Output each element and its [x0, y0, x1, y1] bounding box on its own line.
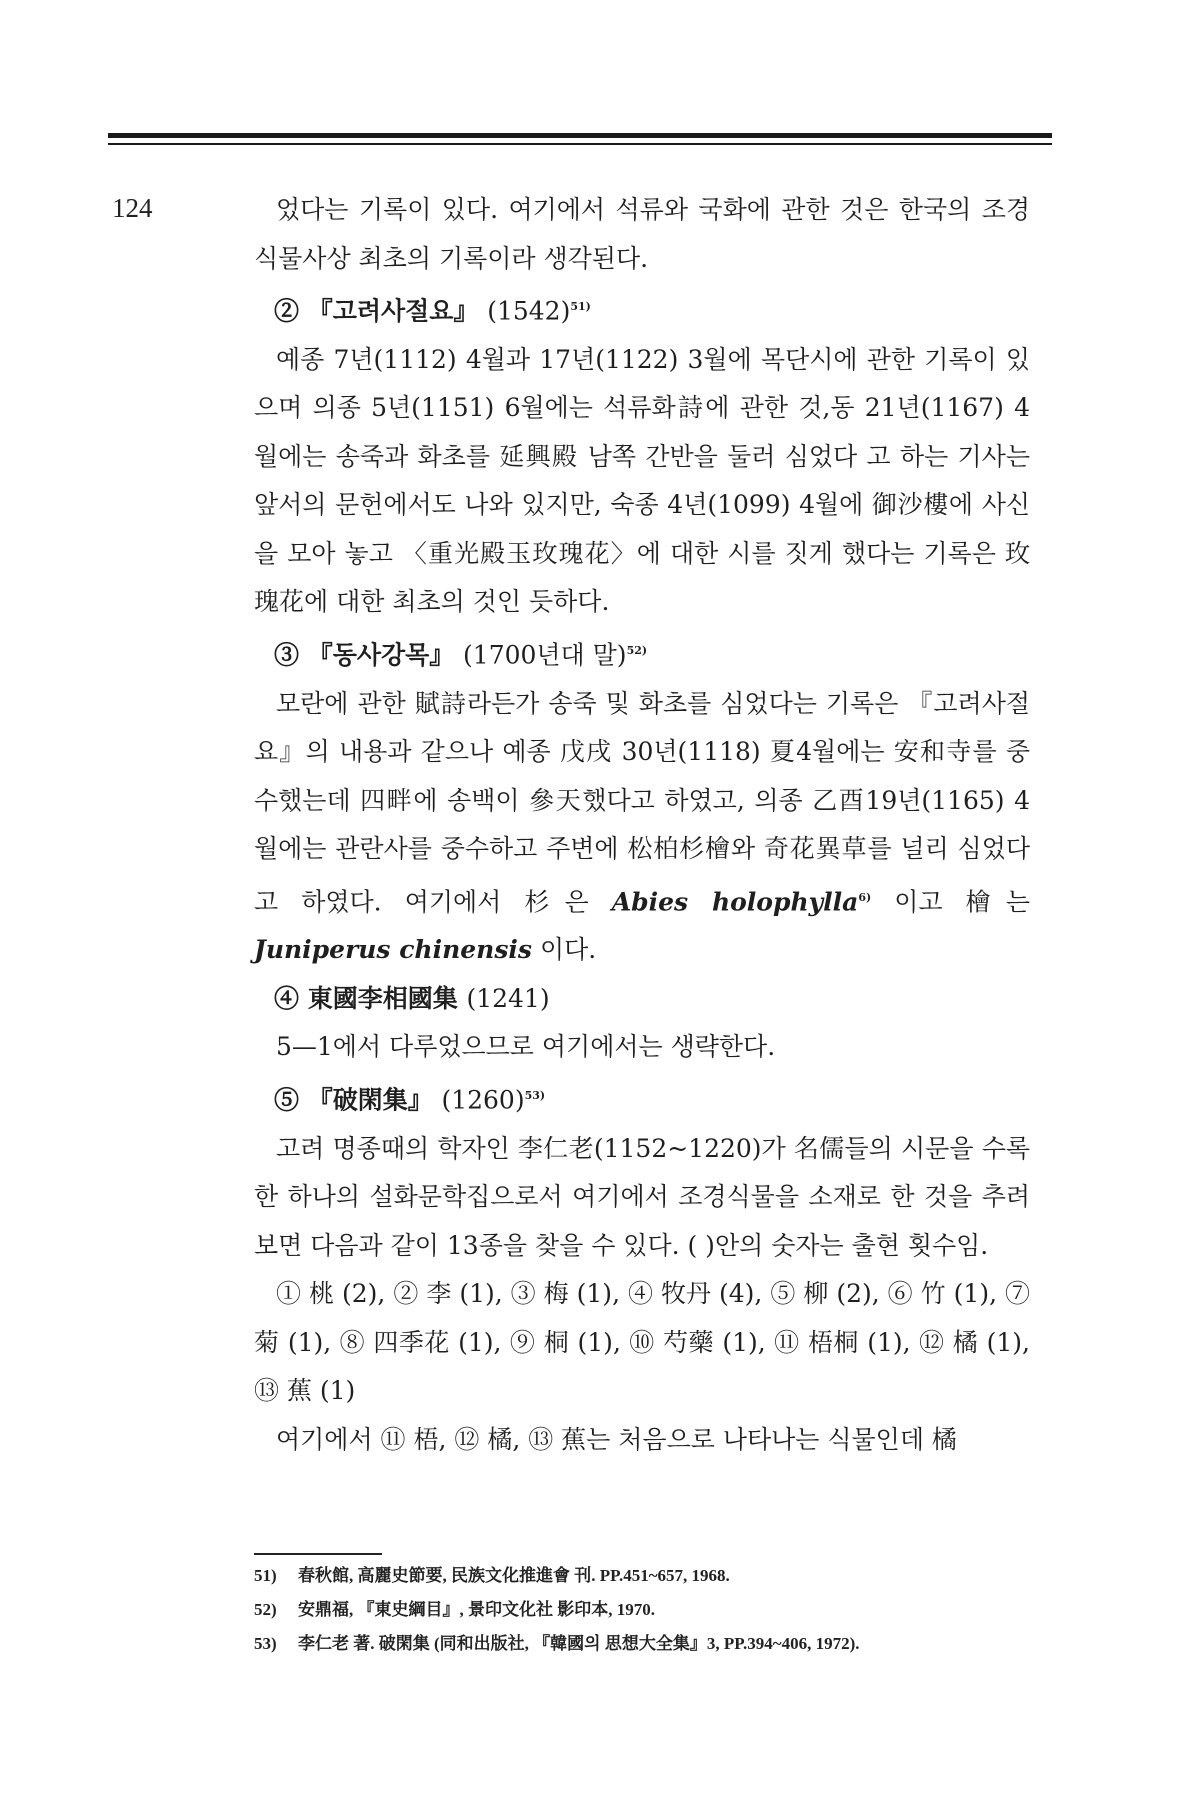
body-text-mid: 이고 檜는	[871, 886, 1030, 916]
intro-paragraph: 었다는 기록이 있다. 여기에서 석류와 국화에 관한 것은 한국의 조경식물사상 최초의 기록이라 생각된다.	[254, 195, 1030, 273]
section-title: ⑤ 『破閑集』	[274, 1085, 433, 1115]
closing-line: 여기에서 ⑪ 梧, ⑫ 橘, ⑬ 蕉는 처음으로 나타나는 식물인데 橘	[276, 1424, 957, 1454]
footnote-52	[254, 1593, 1074, 1627]
header-rule-thick	[108, 133, 1052, 138]
section-year: (1700년대 말)	[463, 640, 627, 670]
footnote-text: 安鼎福, 『東史綱目』, 景印文化社 影印本, 1970.	[298, 1600, 655, 1619]
header-rule-thin	[108, 143, 1052, 145]
section-heading-4	[254, 975, 1030, 1024]
footnote-number: 52)	[254, 1600, 277, 1619]
scientific-name-juniperus: Juniperus chinensis	[254, 935, 532, 965]
body-text-start: 모란에 관한 賦詩라든가 송죽 및 화초를 심었다는 기록은 『고려사절요』의 내용과 같으나 예종 戊戌 30년(1118) 夏4월에는 安和寺를 중수했는데 四畔에 송백이 參天했다고 하였고, 의종 乙酉19년(1165) 4월에는 관란사를 중수하고 주변에 松柏杉檜와 奇花異草를 널리 심었다고 하였다. 여기에서 杉은	[254, 688, 1030, 916]
footnotes	[254, 1559, 1074, 1661]
footnote-ref: 51)	[570, 300, 591, 313]
footnote-number: 51)	[254, 1566, 277, 1585]
body-text-end: 이다.	[532, 935, 597, 965]
section-body-4: 5—1에서 다루었으므로 여기에서는 생략한다.	[276, 1032, 776, 1062]
section-body-3	[254, 680, 1030, 975]
section-year: (1542)	[487, 296, 571, 326]
section-title: ③ 『동사강목』	[274, 640, 455, 670]
footnote-ref: 52)	[626, 643, 648, 657]
scientific-name-abies: Abies holophylla	[611, 886, 859, 916]
section-body-5: 고려 명종때의 학자인 李仁老(1152~1220)가 名儒들의 시문을 수록한 하나의 설화문학집으로서 여기에서 조경식물을 소재로 한 것을 추려보면 다음과 같이 13종을 찾을 수 있다. ( )안의 숫자는 출현 횟수임.	[254, 1133, 1030, 1260]
plant-list: ① 桃 (2), ② 李 (1), ③ 梅 (1), ④ 牧丹 (4), ⑤ 柳 (2), ⑥ 竹 (1), ⑦ 菊 (1), ⑧ 四季花 (1), ⑨ 桐 (1), ⑩ 芍藥 (1), ⑪ 梧桐 (1), ⑫ 橘 (1), ⑬ 蕉 (1)	[254, 1279, 1030, 1406]
section-year: (1260)	[441, 1085, 525, 1115]
footnote-text: 春秋館, 高麗史節要, 民族文化推進會 刊. PP.451~657, 1968.	[298, 1566, 730, 1585]
section-heading-5	[254, 1072, 1030, 1125]
footnote-rule	[254, 1553, 382, 1555]
footnote-number: 53)	[254, 1634, 277, 1653]
footnote-text: 李仁老 著. 破閑集 (同和出版社, 『韓國의 思想大全集』3, PP.394~406, 1972).	[298, 1634, 860, 1653]
footnote-51	[254, 1559, 1074, 1593]
section-heading-3	[254, 627, 1030, 680]
section-year: (1241)	[466, 983, 550, 1013]
section-title: ④ 東國李相國集	[274, 983, 458, 1013]
section-title: ② 『고려사절요』	[274, 296, 479, 326]
section-heading-2	[254, 283, 1030, 336]
footnote-ref: 6)	[858, 890, 872, 904]
body-text	[254, 186, 1030, 1464]
page-number: 124	[112, 193, 153, 223]
footnote-ref: 53)	[524, 1088, 546, 1102]
section-body-2: 예종 7년(1112) 4월과 17년(1122) 3월에 목단시에 관한 기록이 있으며 의종 5년(1151) 6월에는 석류화詩에 관한 것,동 21년(1167) 4월에는 송죽과 화초를 延興殿 남쪽 간반을 둘러 심었다 고 하는 기사는 앞서의 문헌에서도 나와 있지만, 숙종 4년(1099) 4월에 御沙樓에 사신을 모아 놓고 〈重光殿玉玫瑰花〉에 대한 시를 짓게 했다는 기록은 玫瑰花에 대한 최초의 것인 듯하다.	[254, 344, 1030, 617]
footnote-53	[254, 1627, 1074, 1661]
